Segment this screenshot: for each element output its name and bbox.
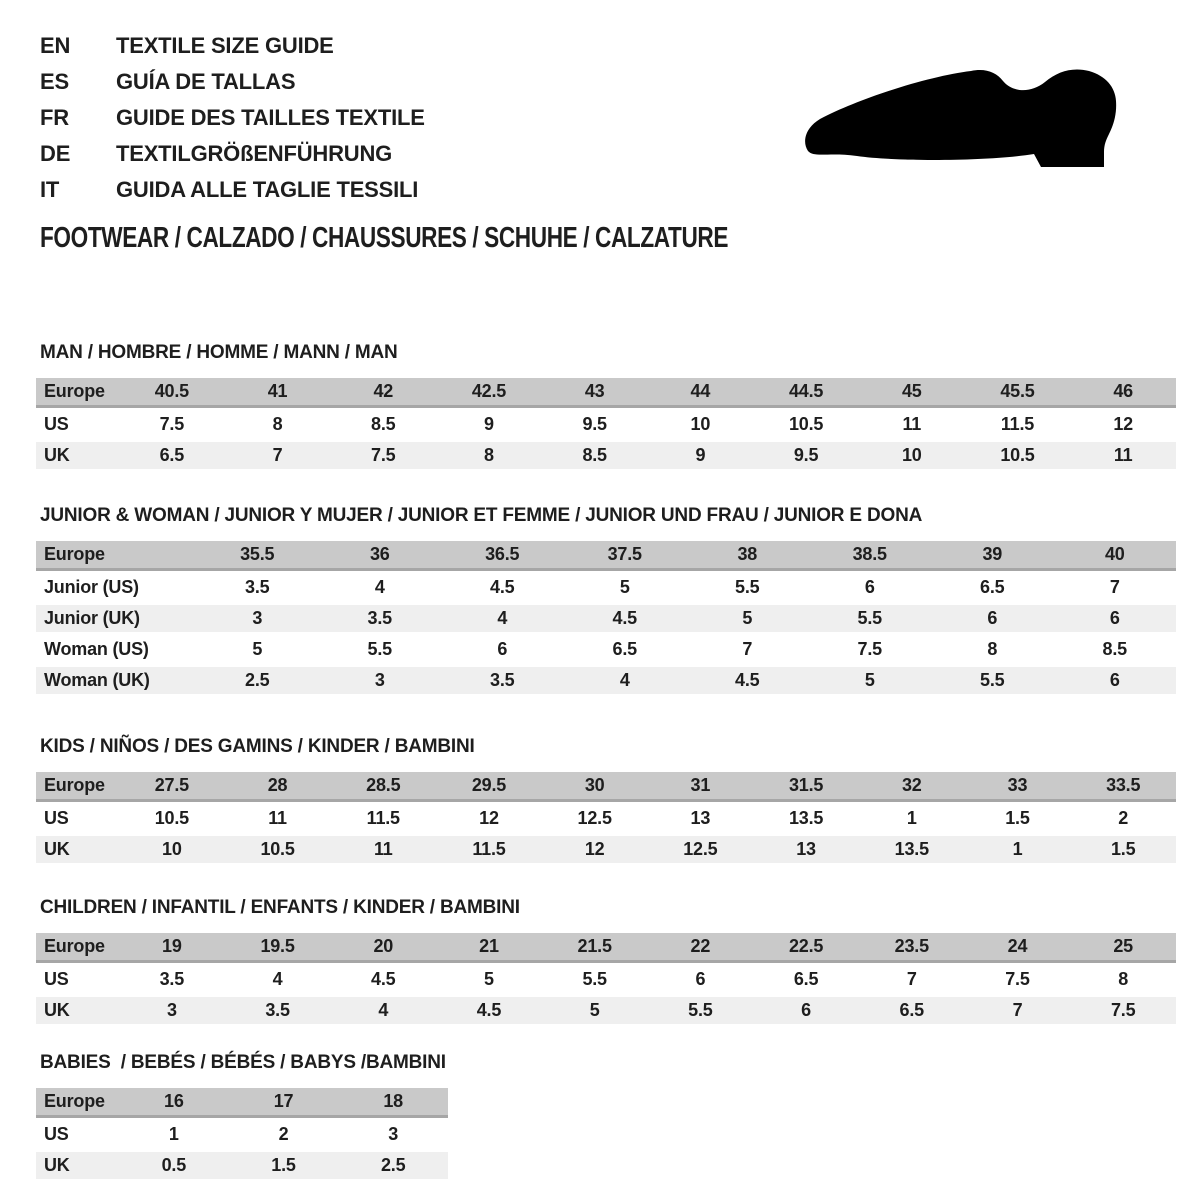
size-value: 6 <box>1109 670 1120 690</box>
size-value: 10.5 <box>1000 445 1035 465</box>
size-section-junior-woman <box>36 505 1176 694</box>
row-label: US <box>44 969 69 989</box>
row-label: Europe <box>44 544 105 564</box>
row-label: US <box>44 808 69 828</box>
section-title: MAN / HOMBRE / HOMME / MANN / MAN <box>40 342 398 363</box>
table-row <box>36 378 1176 408</box>
language-label: GUÍA DE TALLAS <box>116 69 296 94</box>
size-value: 3 <box>166 1000 177 1020</box>
size-value: 11.5 <box>366 808 400 828</box>
size-value: 42 <box>373 381 394 401</box>
size-value: 2 <box>278 1124 289 1144</box>
size-value: 4.5 <box>490 577 515 597</box>
table-row <box>36 997 1176 1024</box>
row-label: US <box>44 414 69 434</box>
size-value: 45.5 <box>1000 381 1035 401</box>
size-value: 25 <box>1113 936 1133 956</box>
size-value: 5 <box>619 577 630 597</box>
size-value: 42.5 <box>471 381 507 401</box>
size-value: 10.5 <box>788 414 824 434</box>
size-value: 43 <box>584 381 605 401</box>
size-value: 21 <box>479 936 499 956</box>
size-value: 36.5 <box>485 544 520 564</box>
size-value: 0.5 <box>161 1155 187 1175</box>
language-row <box>40 136 425 172</box>
size-value: 23.5 <box>894 936 929 956</box>
size-value: 7 <box>1109 577 1120 597</box>
size-value: 7.5 <box>371 445 396 465</box>
table-row <box>36 574 1176 601</box>
size-value: 6.5 <box>793 969 819 989</box>
size-value: 8 <box>1118 969 1129 989</box>
row-label: US <box>44 1124 69 1144</box>
size-value: 17 <box>273 1091 294 1111</box>
size-value: 28 <box>267 775 288 795</box>
table-row <box>36 636 1176 663</box>
shoe-icon <box>800 64 1140 186</box>
size-value: 1.5 <box>1005 808 1030 828</box>
size-value: 1.5 <box>1110 839 1136 859</box>
size-value: 7 <box>272 445 283 465</box>
size-value: 10 <box>901 445 922 465</box>
table-row <box>36 605 1176 632</box>
language-row <box>40 64 425 100</box>
size-value: 22.5 <box>788 936 824 956</box>
table-row <box>36 667 1176 694</box>
size-value: 13.5 <box>894 839 929 859</box>
size-value: 3.5 <box>245 577 270 597</box>
size-value: 4 <box>378 1000 389 1020</box>
size-value: 10.5 <box>260 839 295 859</box>
size-value: 18 <box>383 1091 403 1111</box>
size-value: 5 <box>589 1000 600 1020</box>
size-value: 4.5 <box>371 969 396 989</box>
size-value: 7.5 <box>1005 969 1030 989</box>
size-value: 40 <box>1104 544 1125 564</box>
size-value: 1 <box>1012 839 1023 859</box>
size-value: 8 <box>272 414 283 434</box>
size-value: 4.5 <box>476 1000 502 1020</box>
size-value: 12.5 <box>683 839 718 859</box>
size-value: 6.5 <box>612 639 637 659</box>
size-value: 37.5 <box>607 544 642 564</box>
size-value: 8.5 <box>1102 639 1127 659</box>
size-value: 44.5 <box>788 381 824 401</box>
table-row <box>36 1121 448 1148</box>
size-value: 21.5 <box>577 936 612 956</box>
size-value: 5.5 <box>367 639 392 659</box>
size-value: 38.5 <box>852 544 887 564</box>
size-value: 11 <box>902 414 922 434</box>
size-value: 6.5 <box>159 445 185 465</box>
row-label: UK <box>44 839 70 859</box>
language-code: ES <box>40 69 69 94</box>
size-value: 6 <box>801 1000 811 1020</box>
row-label: Europe <box>44 775 105 795</box>
size-value: 31 <box>690 775 711 795</box>
size-value: 46 <box>1113 381 1133 401</box>
size-table <box>36 772 1176 863</box>
size-value: 41 <box>267 381 288 401</box>
language-row <box>40 28 425 64</box>
size-value: 5 <box>864 670 875 690</box>
size-value: 7.5 <box>1110 1000 1136 1020</box>
size-value: 3.5 <box>265 1000 290 1020</box>
size-value: 31.5 <box>788 775 824 795</box>
size-value: 4.5 <box>612 608 637 628</box>
size-value: 16 <box>164 1091 184 1111</box>
size-table <box>36 541 1176 694</box>
size-value: 6 <box>1109 608 1120 628</box>
table-row <box>36 966 1176 993</box>
size-value: 3.5 <box>159 969 185 989</box>
language-list <box>40 28 425 208</box>
table-row <box>36 836 1176 863</box>
language-label: GUIDE DES TAILLES TEXTILE <box>116 105 425 130</box>
section-title: CHILDREN / INFANTIL / ENFANTS / KINDER / BAMBINI <box>40 897 520 918</box>
size-value: 3 <box>388 1124 399 1144</box>
size-value: 9.5 <box>793 445 819 465</box>
size-value: 27.5 <box>154 775 189 795</box>
row-label: Woman (UK) <box>44 670 150 690</box>
table-row <box>36 1152 448 1179</box>
size-value: 10 <box>690 414 711 434</box>
size-value: 4 <box>497 608 508 628</box>
size-value: 29.5 <box>471 775 507 795</box>
language-code: FR <box>40 105 69 130</box>
size-value: 5 <box>742 608 753 628</box>
size-value: 19.5 <box>260 936 295 956</box>
section-title: JUNIOR & WOMAN / JUNIOR Y MUJER / JUNIOR ET FEMME / JUNIOR UND FRAU / JUNIOR E DONA <box>40 505 923 526</box>
size-value: 1 <box>906 808 917 828</box>
size-value: 36 <box>369 544 390 564</box>
size-value: 7.5 <box>857 639 882 659</box>
size-value: 5 <box>252 639 263 659</box>
table-row <box>36 1088 448 1118</box>
table-row <box>36 541 1176 571</box>
row-label: Junior (US) <box>44 577 139 597</box>
table-row <box>36 411 1176 438</box>
size-value: 2.5 <box>245 670 270 690</box>
size-value: 33 <box>1007 775 1028 795</box>
language-row <box>40 172 425 208</box>
size-value: 12 <box>584 839 605 859</box>
size-value: 28.5 <box>366 775 401 795</box>
size-value: 6 <box>497 639 508 659</box>
size-value: 35.5 <box>240 544 275 564</box>
size-value: 6 <box>987 608 998 628</box>
size-value: 2.5 <box>380 1155 406 1175</box>
section-title: BABIES / BEBÉS / BÉBÉS / BABYS /BAMBINI <box>40 1052 446 1073</box>
size-value: 13.5 <box>788 808 824 828</box>
row-label: UK <box>44 1155 70 1175</box>
size-value: 3.5 <box>490 670 515 690</box>
size-value: 5.5 <box>735 577 760 597</box>
language-label: TEXTILGRÖßENFÜHRUNG <box>116 141 393 166</box>
size-value: 4.5 <box>735 670 760 690</box>
size-value: 11 <box>1113 445 1133 465</box>
size-value: 4 <box>619 670 630 690</box>
size-value: 12 <box>1113 414 1133 434</box>
size-value: 38 <box>737 544 758 564</box>
size-value: 4 <box>374 577 385 597</box>
size-value: 3 <box>374 670 385 690</box>
row-label: Europe <box>44 936 105 956</box>
size-section-babies <box>36 1052 1176 1179</box>
size-value: 5.5 <box>857 608 882 628</box>
row-label: UK <box>44 1000 70 1020</box>
size-value: 20 <box>373 936 394 956</box>
size-value: 19 <box>162 936 182 956</box>
size-value: 2 <box>1118 808 1129 828</box>
size-table <box>36 378 1176 469</box>
size-value: 13 <box>690 808 711 828</box>
size-value: 8 <box>484 445 494 465</box>
size-value: 5 <box>484 969 494 989</box>
size-value: 10 <box>162 839 182 859</box>
size-section-man <box>36 342 1176 469</box>
size-value: 6.5 <box>899 1000 924 1020</box>
size-value: 11 <box>373 839 393 859</box>
size-value: 10.5 <box>154 808 189 828</box>
size-value: 22 <box>690 936 711 956</box>
size-value: 7 <box>906 969 917 989</box>
size-value: 11.5 <box>1000 414 1035 434</box>
section-title: KIDS / NIÑOS / DES GAMINS / KINDER / BAMBINI <box>40 736 475 757</box>
size-value: 9 <box>695 445 706 465</box>
language-code: EN <box>40 33 71 58</box>
size-value: 7 <box>1012 1000 1023 1020</box>
row-label: UK <box>44 445 70 465</box>
size-value: 12.5 <box>577 808 612 828</box>
language-label: GUIDA ALLE TAGLIE TESSILI <box>116 177 419 202</box>
row-label: Europe <box>44 1091 105 1111</box>
size-value: 8 <box>987 639 998 659</box>
size-value: 44 <box>690 381 711 401</box>
size-value: 5.5 <box>688 1000 713 1020</box>
size-value: 45 <box>901 381 922 401</box>
size-value: 7 <box>742 639 753 659</box>
size-value: 13 <box>796 839 816 859</box>
size-value: 3 <box>252 608 263 628</box>
size-table <box>36 933 1176 1024</box>
size-value: 6 <box>864 577 875 597</box>
size-value: 5.5 <box>582 969 607 989</box>
size-value: 5.5 <box>980 670 1005 690</box>
table-row <box>36 933 1176 963</box>
size-value: 39 <box>982 544 1003 564</box>
size-table <box>36 1088 448 1179</box>
row-label: Europe <box>44 381 105 401</box>
row-label: Junior (UK) <box>44 608 140 628</box>
category-line: FOOTWEAR / CALZADO / CHAUSSURES / SCHUHE / CALZATURE <box>40 222 729 254</box>
size-value: 6.5 <box>980 577 1005 597</box>
size-value: 3.5 <box>367 608 392 628</box>
size-value: 11 <box>268 808 287 828</box>
size-tables <box>36 342 1176 1179</box>
size-value: 6 <box>695 969 706 989</box>
size-value: 9 <box>484 414 494 434</box>
size-value: 11.5 <box>472 839 506 859</box>
size-value: 24 <box>1007 936 1028 956</box>
size-value: 7.5 <box>159 414 185 434</box>
size-value: 1.5 <box>271 1155 296 1175</box>
size-value: 30 <box>584 775 605 795</box>
size-section-children <box>36 897 1176 1024</box>
size-value: 8.5 <box>582 445 607 465</box>
size-value: 1 <box>168 1124 179 1144</box>
row-label: Woman (US) <box>44 639 149 659</box>
table-row <box>36 805 1176 832</box>
table-row <box>36 772 1176 802</box>
size-value: 33.5 <box>1106 775 1141 795</box>
size-value: 4 <box>272 969 283 989</box>
language-code: IT <box>40 177 60 202</box>
language-label: TEXTILE SIZE GUIDE <box>116 33 334 58</box>
language-row <box>40 100 425 136</box>
table-row <box>36 442 1176 469</box>
language-code: DE <box>40 141 71 166</box>
size-value: 40.5 <box>154 381 189 401</box>
size-value: 9.5 <box>582 414 607 434</box>
size-section-kids <box>36 736 1176 863</box>
size-value: 8.5 <box>371 414 396 434</box>
size-value: 32 <box>901 775 922 795</box>
size-value: 12 <box>479 808 499 828</box>
